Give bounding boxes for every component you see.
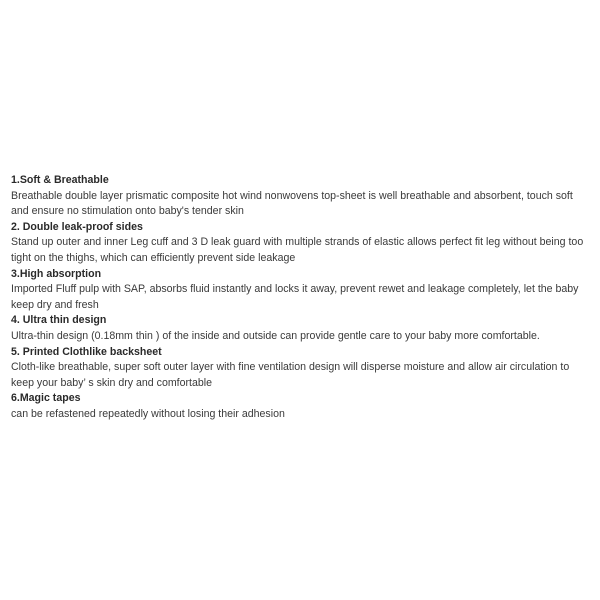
feature-high-absorption (11, 267, 591, 314)
feature-soft-breathable (11, 173, 591, 220)
feature-double-leak-proof (11, 220, 591, 267)
feature-heading: 6.Magic tapes (11, 392, 81, 405)
product-features-text (11, 173, 591, 423)
feature-heading: 2. Double leak-proof sides (11, 220, 143, 233)
feature-description: Breathable double layer prismatic composite hot wind nonwovens top-sheet is well breathable and absorbent, touch soft and ensure no stimulation onto baby's tender skin (11, 189, 573, 218)
feature-heading: 1.Soft & Breathable (11, 174, 109, 186)
feature-description: Stand up outer and inner Leg cuff and 3 D leak guard with multiple strands of elastic allows perfect fit leg without being too tight on the thighs, which can efficiently prevent side leakage (11, 236, 584, 264)
feature-heading: 5. Printed Clothlike backsheet (11, 345, 162, 358)
feature-description: Imported Fluff pulp with SAP, absorbs fluid instantly and locks it away, prevent rewet and leakage completely, let the baby keep dry and fresh (11, 283, 579, 311)
feature-printed-backsheet (11, 345, 591, 392)
feature-description: Cloth-like breathable, super soft outer layer with fine ventilation design will disperse moisture and allow air circulation to keep your baby’ s skin dry and comfortable (11, 361, 570, 389)
feature-description: can be refastened repeatedly without losing their adhesion (11, 407, 285, 420)
feature-heading: 3.High absorption (11, 267, 102, 280)
feature-description: Ultra-thin design (0.18mm thin ) of the inside and outside can provide gentle care to your baby more comfortable. (11, 329, 540, 342)
feature-magic-tapes (11, 391, 591, 422)
feature-heading: 4. Ultra thin design (11, 314, 107, 327)
feature-ultra-thin (11, 313, 591, 344)
